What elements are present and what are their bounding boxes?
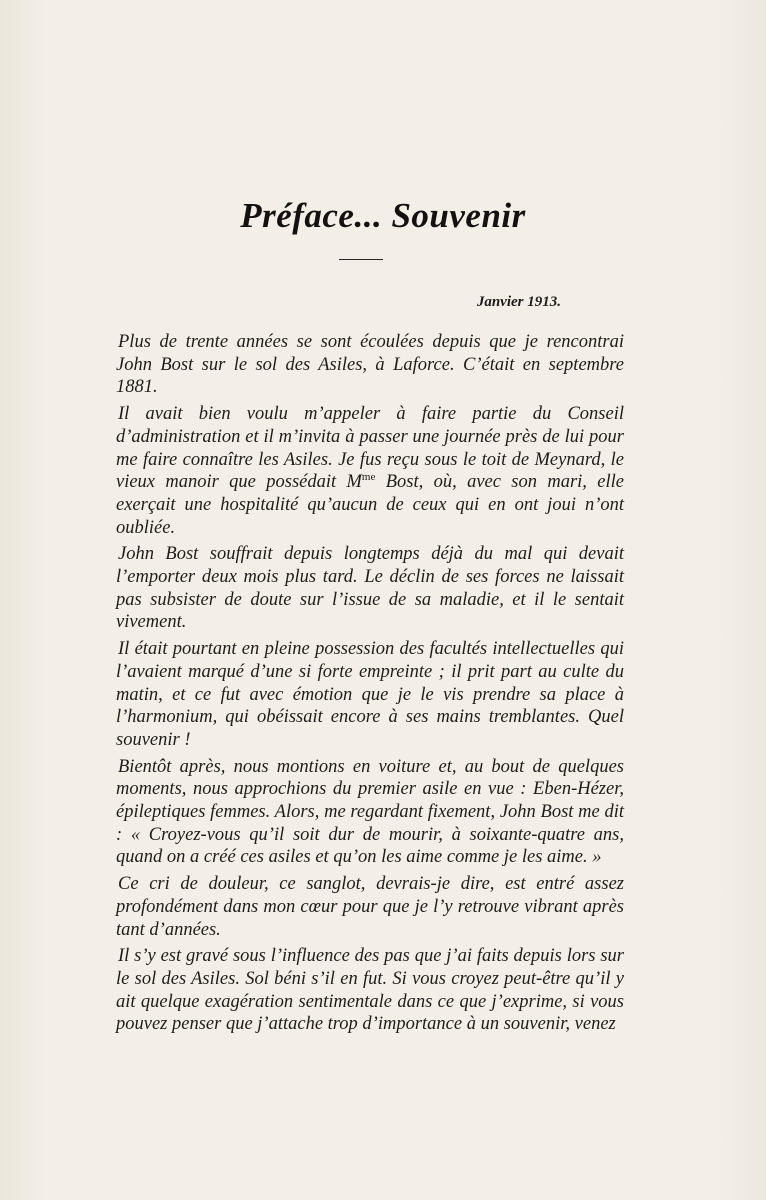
paragraph: John Bost souffrait depuis longtemps déjà du mal qui devait l’emporter deux mois plus tard. Le déclin de ses forces ne laissait pas subsister de doute sur l’issue de sa maladie, et il le sentait vivement. — [116, 544, 624, 633]
paragraph: Ce cri de douleur, ce sanglot, devrais-je dire, est entré assez profondément dans mon cœur pour que je l’y retrouve vibrant après tant d’années. — [116, 874, 624, 940]
title-rule — [339, 259, 383, 260]
paragraph: Il s’y est gravé sous l’influence des pas que j’ai faits depuis lors sur le sol des Asiles. Sol béni s’il en fut. Si vous croyez peut-être qu’il y ait quelque exagération sentimentale dans ce que j’exprime, si vous pouvez penser que j’attache trop d’importance à un souvenir, venez — [116, 946, 624, 1035]
paragraph: Plus de trente années se sont écoulées depuis que je rencontrai John Bost sur le sol des Asiles, à Laforce. C’était en septembre 1881. — [116, 332, 624, 398]
paragraph: Il avait bien voulu m’appeler à faire partie du Conseil d’administration et il m’invita à passer une journée près de lui pour me faire connaître les Asiles. Je fus reçu sous le toit de Meynard, le vieux manoir que possédait $M^{me}$ Bost, où, avec son mari, elle exerçait une hospitalité qu’aucun de ceux qui en ont joui n’ont oubliée. — [116, 404, 624, 538]
paragraph: Bientôt après, nous montions en voiture et, au bout de quelques moments, nous approchions du premier asile en vue : Eben-Hézer, épileptiques femmes. Alors, me regardant fixement, John Bost me dit : « Croyez-vous qu’il soit dur de mourir, à soixante-quatre ans, quand on a créé ces asiles et qu’on les aime comme je les aime. » — [116, 756, 624, 868]
date-line: Janvier 1913. — [476, 294, 561, 310]
body-text — [116, 331, 624, 1040]
page-title: Préface... Souvenir — [240, 196, 526, 235]
paragraph: Il était pourtant en pleine possession des facultés intellectuelles qui l’avaient marqué d’une si forte empreinte ; il prit part au culte du matin, et ce fut avec émotion que je le vis prendre sa place à l’harmonium, qui obéissait encore à ses mains tremblantes. Quel souvenir ! — [116, 639, 624, 750]
